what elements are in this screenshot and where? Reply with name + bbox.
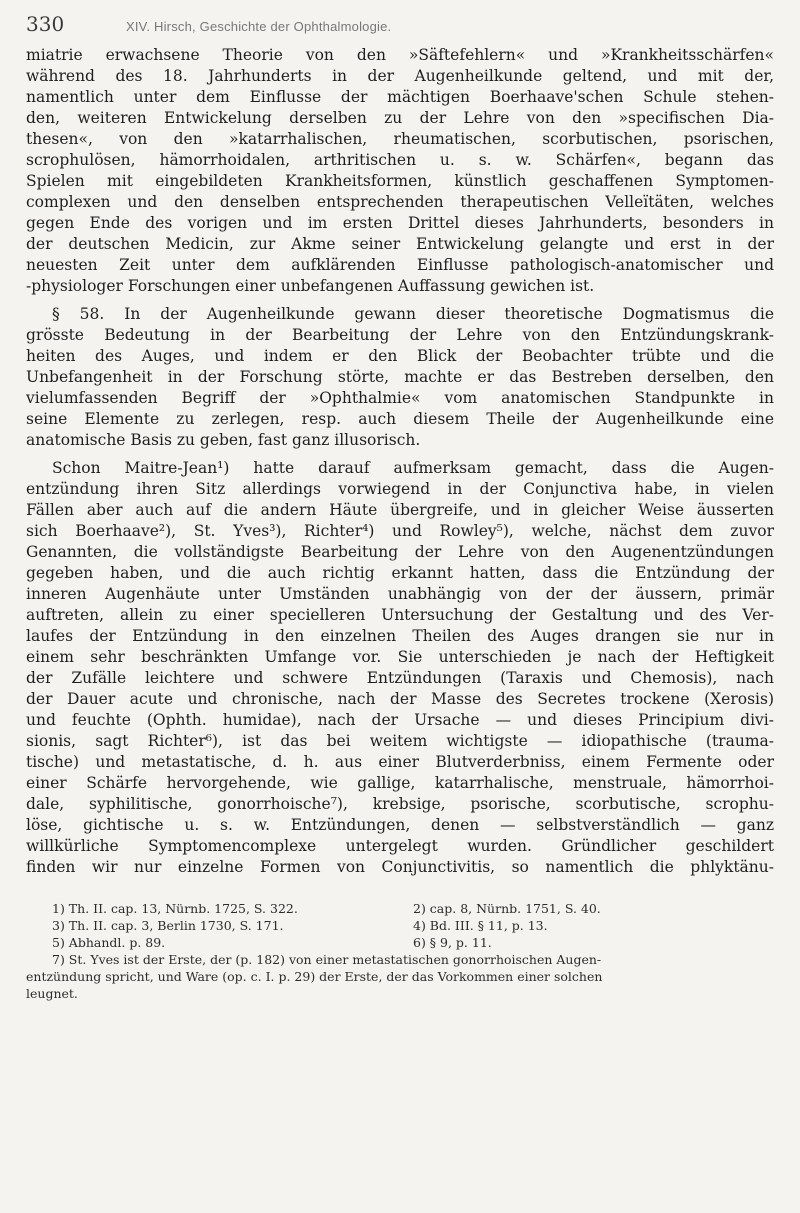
text-line: thesen«, von den »katarrhalischen, rheumatischen, scorbutischen, psorischen,: [26, 130, 774, 148]
footnote-7: 7) St. Yves ist der Erste, der (p. 182) von einer metastatischen gonorrhoischen Augen-: [52, 952, 602, 967]
paragraph: [26, 304, 774, 451]
text-line: vielumfassenden Begriff der »Ophthalmie« vom anatomischen Standpunkte in: [26, 389, 774, 407]
body-text: [26, 45, 774, 878]
text-line: Unbefangenheit in der Forschung störte, machte er das Bestreben derselben, den: [26, 368, 774, 386]
text-line: löse, gichtische u. s. w. Entzündungen, denen — selbstverständlich — ganz: [26, 816, 774, 834]
book-page: [26, 12, 774, 1002]
footnote: 1) Th. II. cap. 13, Nürnb. 1725, S. 322.: [52, 901, 298, 916]
text-line: Schon Maitre-Jean¹) hatte darauf aufmerksam gemacht, dass die Augen-: [52, 459, 774, 477]
footnote: 4) Bd. III. § 11, p. 13.: [413, 918, 548, 933]
footnote: 2) cap. 8, Nürnb. 1751, S. 40.: [413, 901, 601, 916]
text-line: der deutschen Medicin, zur Akme seiner Entwickelung gelangte und erst in der: [26, 235, 774, 253]
footnote-7-continuation: entzündung spricht, und Ware (op. c. I. p. 29) der Erste, der das Vorkommen einer solchen: [26, 969, 603, 984]
text-line: namentlich unter dem Einflusse der mächtigen Boerhaave'schen Schule stehen-: [26, 88, 774, 106]
text-line: Spielen mit eingebildeten Krankheitsformen, künstlich geschaffenen Symptomen-: [26, 172, 774, 190]
text-line: sich Boerhaave²), St. Yves³), Richter⁴) und Rowley⁵), welche, nächst dem zuvor: [26, 522, 774, 540]
text-line: entzündung ihren Sitz allerdings vorwiegend in der Conjunctiva habe, in vielen: [26, 480, 774, 498]
text-line: gegeben haben, und die auch richtig erkannt hatten, dass die Entzündung der: [26, 564, 774, 582]
footnote-row: [26, 917, 774, 934]
text-line: seine Elemente zu zerlegen, resp. auch diesem Theile der Augenheilkunde eine: [26, 410, 774, 428]
text-line: scrophulösen, hämorrhoidalen, arthritischen u. s. w. Schärfen«, begann das: [26, 151, 774, 169]
footnote-row: [26, 900, 774, 917]
text-line: sionis, sagt Richter⁶), ist das bei weitem wichtigste — idiopathische (trauma-: [26, 732, 774, 750]
text-line: heiten des Auges, und indem er den Blick der Beobachter trübte und die: [26, 347, 774, 365]
footnote-7-continuation: leugnet.: [26, 986, 78, 1001]
text-line: § 58. In der Augenheilkunde gewann dieser theoretische Dogmatismus die: [52, 305, 774, 323]
text-line: complexen und den denselben entsprechenden therapeutischen Velleïtäten, welches: [26, 193, 774, 211]
footnotes: [26, 900, 774, 1002]
text-line: willkürliche Symptomencomplexe untergelegt wurden. Gründlicher geschildert: [26, 837, 774, 855]
text-line: dale, syphilitische, gonorrhoische⁷), krebsige, psorische, scorbutische, scrophu-: [26, 795, 774, 813]
text-line: tische) und metastatische, d. h. aus einer Blutverderbniss, einem Fermente oder: [26, 753, 774, 771]
text-line: einer Schärfe hervorgehende, wie gallige, katarrhalische, menstruale, hämorrhoi-: [26, 774, 774, 792]
footnote: 5) Abhandl. p. 89.: [52, 935, 166, 950]
text-line: der Zufälle leichtere und schwere Entzündungen (Taraxis und Chemosis), nach: [26, 669, 774, 687]
text-line: Genannten, die vollständigste Bearbeitung der Lehre von den Augenentzündungen: [26, 543, 774, 561]
running-head: XIV. Hirsch, Geschichte der Ophthalmologie.: [126, 19, 392, 34]
text-line: finden wir nur einzelne Formen von Conjunctivitis, so namentlich die phlyktänu-: [26, 858, 774, 876]
text-line: neuesten Zeit unter dem aufklärenden Einflusse pathologisch-anatomischer und: [26, 256, 774, 274]
text-line: während des 18. Jahrhunderts in der Augenheilkunde geltend, und mit der,: [26, 67, 774, 85]
page-number: 330: [26, 12, 65, 36]
footnote: 3) Th. II. cap. 3, Berlin 1730, S. 171.: [52, 918, 284, 933]
text-line: anatomische Basis zu geben, fast ganz illusorisch.: [26, 431, 421, 449]
text-line: miatrie erwachsene Theorie von den »Säftefehlern« und »Krankheitsschärfen«: [26, 46, 774, 64]
text-line: einem sehr beschränkten Umfange vor. Sie unterschieden je nach der Heftigkeit: [26, 648, 774, 666]
paragraph: [26, 458, 774, 878]
text-line: laufes der Entzündung in den einzelnen Theilen des Auges drangen sie nur in: [26, 627, 774, 645]
footnote-row: [26, 934, 774, 951]
text-line: Fällen aber auch auf die andern Häute übergreife, und in gleicher Weise äusserten: [26, 501, 774, 519]
text-line: gegen Ende des vorigen und im ersten Drittel dieses Jahrhunderts, besonders in: [26, 214, 774, 232]
text-line: grösste Bedeutung in der Bearbeitung der Lehre von den Entzündungskrank-: [26, 326, 774, 344]
page-header: [26, 12, 774, 42]
text-line: inneren Augenhäute unter Umständen unabhängig von der der äussern, primär: [26, 585, 774, 603]
footnote: 6) § 9, p. 11.: [413, 935, 492, 950]
paragraph: [26, 45, 774, 297]
text-line: der Dauer acute und chronische, nach der Masse des Secretes trockene (Xerosis): [26, 690, 774, 708]
text-line: auftreten, allein zu einer specielleren Untersuchung der Gestaltung und des Ver-: [26, 606, 774, 624]
text-line: den, weiteren Entwickelung derselben zu der Lehre von den »specifischen Dia-: [26, 109, 774, 127]
text-line: und feuchte (Ophth. humidae), nach der Ursache — und dieses Principium divi-: [26, 711, 774, 729]
text-line: -physiologer Forschungen einer unbefangenen Auffassung gewichen ist.: [26, 277, 595, 295]
